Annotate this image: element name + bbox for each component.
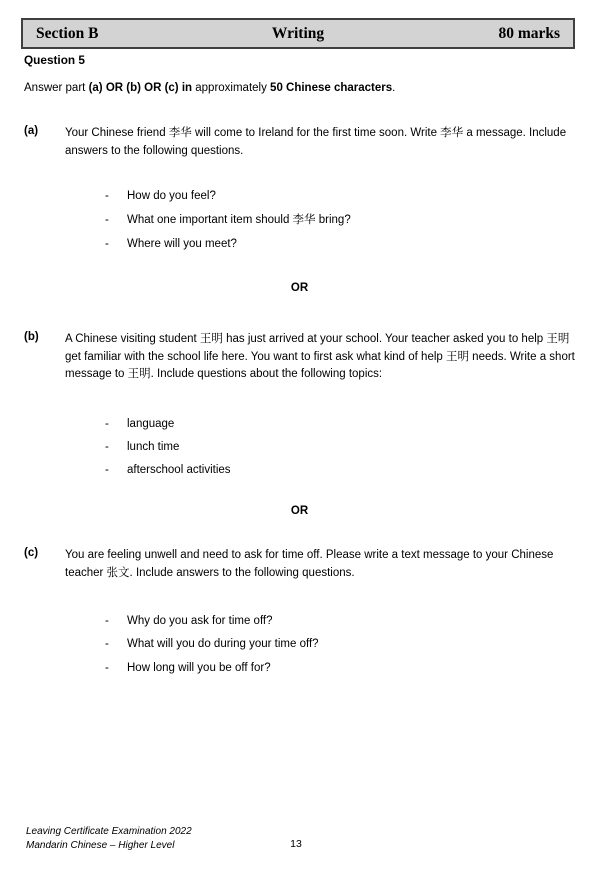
part-a-label: (a)	[24, 125, 39, 137]
or-divider-2: OR	[290, 505, 309, 517]
bullet-dash: -	[105, 615, 109, 627]
part-a	[24, 125, 576, 160]
bullet-dash: -	[105, 418, 109, 430]
part-a-bullet-1-text: How do you feel?	[127, 190, 216, 202]
part-a-bullet-2	[105, 213, 351, 228]
section-marks: 80 marks	[498, 24, 561, 42]
part-a-bullet-1	[105, 189, 216, 204]
part-c-label: (c)	[24, 547, 39, 559]
part-a-bullet-3-text: Where will you meet?	[127, 238, 237, 250]
instruction-mid: approximately	[192, 82, 271, 94]
or-divider-1: OR	[290, 282, 309, 294]
part-b-bullet-1	[105, 417, 174, 432]
section-header-bar	[21, 18, 575, 49]
part-a-text: Your Chinese friend 李华 will come to Ireland for the first time soon. Write 李华 a message. Include answers to the following questions.	[65, 127, 567, 157]
part-b	[24, 331, 576, 384]
part-b-bullet-3-text: afterschool activities	[127, 464, 231, 476]
footer-exam-level: Mandarin Chinese – Higher Level	[26, 840, 175, 851]
part-b-bullet-1-text: language	[127, 418, 175, 430]
part-c	[24, 547, 576, 582]
part-b-bullet-3	[105, 463, 231, 478]
part-c-text: You are feeling unwell and need to ask for time off. Please write a text message to your Chinese teacher 张文. Include answers to the following questions.	[65, 549, 554, 579]
instruction-line	[24, 80, 576, 97]
instruction-pre: Answer part	[24, 82, 89, 94]
bullet-dash: -	[105, 662, 109, 674]
part-c-bullet-2	[105, 637, 319, 652]
part-b-bullet-2-text: lunch time	[127, 441, 180, 453]
bullet-dash: -	[105, 638, 109, 650]
section-title: Writing	[271, 24, 325, 42]
bullet-dash: -	[105, 214, 109, 226]
part-c-bullet-3-text: How long will you be off for?	[127, 662, 271, 674]
part-a-bullet-2-text: What one important item should 李华 bring?	[127, 214, 351, 226]
bullet-dash: -	[105, 441, 109, 453]
part-c-bullet-1-text: Why do you ask for time off?	[127, 615, 273, 627]
page-number: 13	[290, 838, 302, 850]
bullet-dash: -	[105, 190, 109, 202]
instruction-bold-options: (a) OR (b) OR (c) in	[88, 82, 193, 94]
part-b-label: (b)	[24, 331, 39, 343]
part-c-bullet-3	[105, 661, 271, 676]
part-b-bullet-2	[105, 440, 179, 455]
footer-exam-title: Leaving Certificate Examination 2022	[26, 826, 192, 837]
instruction-bold-length: 50 Chinese characters	[270, 82, 393, 94]
bullet-dash: -	[105, 464, 109, 476]
instruction-end: .	[392, 82, 396, 94]
part-c-bullet-2-text: What will you do during your time off?	[127, 638, 319, 650]
section-label: Section B	[36, 24, 99, 42]
part-c-bullet-1	[105, 614, 273, 629]
bullet-dash: -	[105, 238, 109, 250]
part-b-text: A Chinese visiting student 王明 has just arrived at your school. Your teacher asked you to help 王明 get familiar with the school life here. You want to first ask what kind of help 王明 needs. Write a short message to 王明. Include questions about the following topics:	[65, 333, 575, 380]
part-a-bullet-3	[105, 237, 237, 252]
question-number: Question 5	[24, 53, 85, 67]
